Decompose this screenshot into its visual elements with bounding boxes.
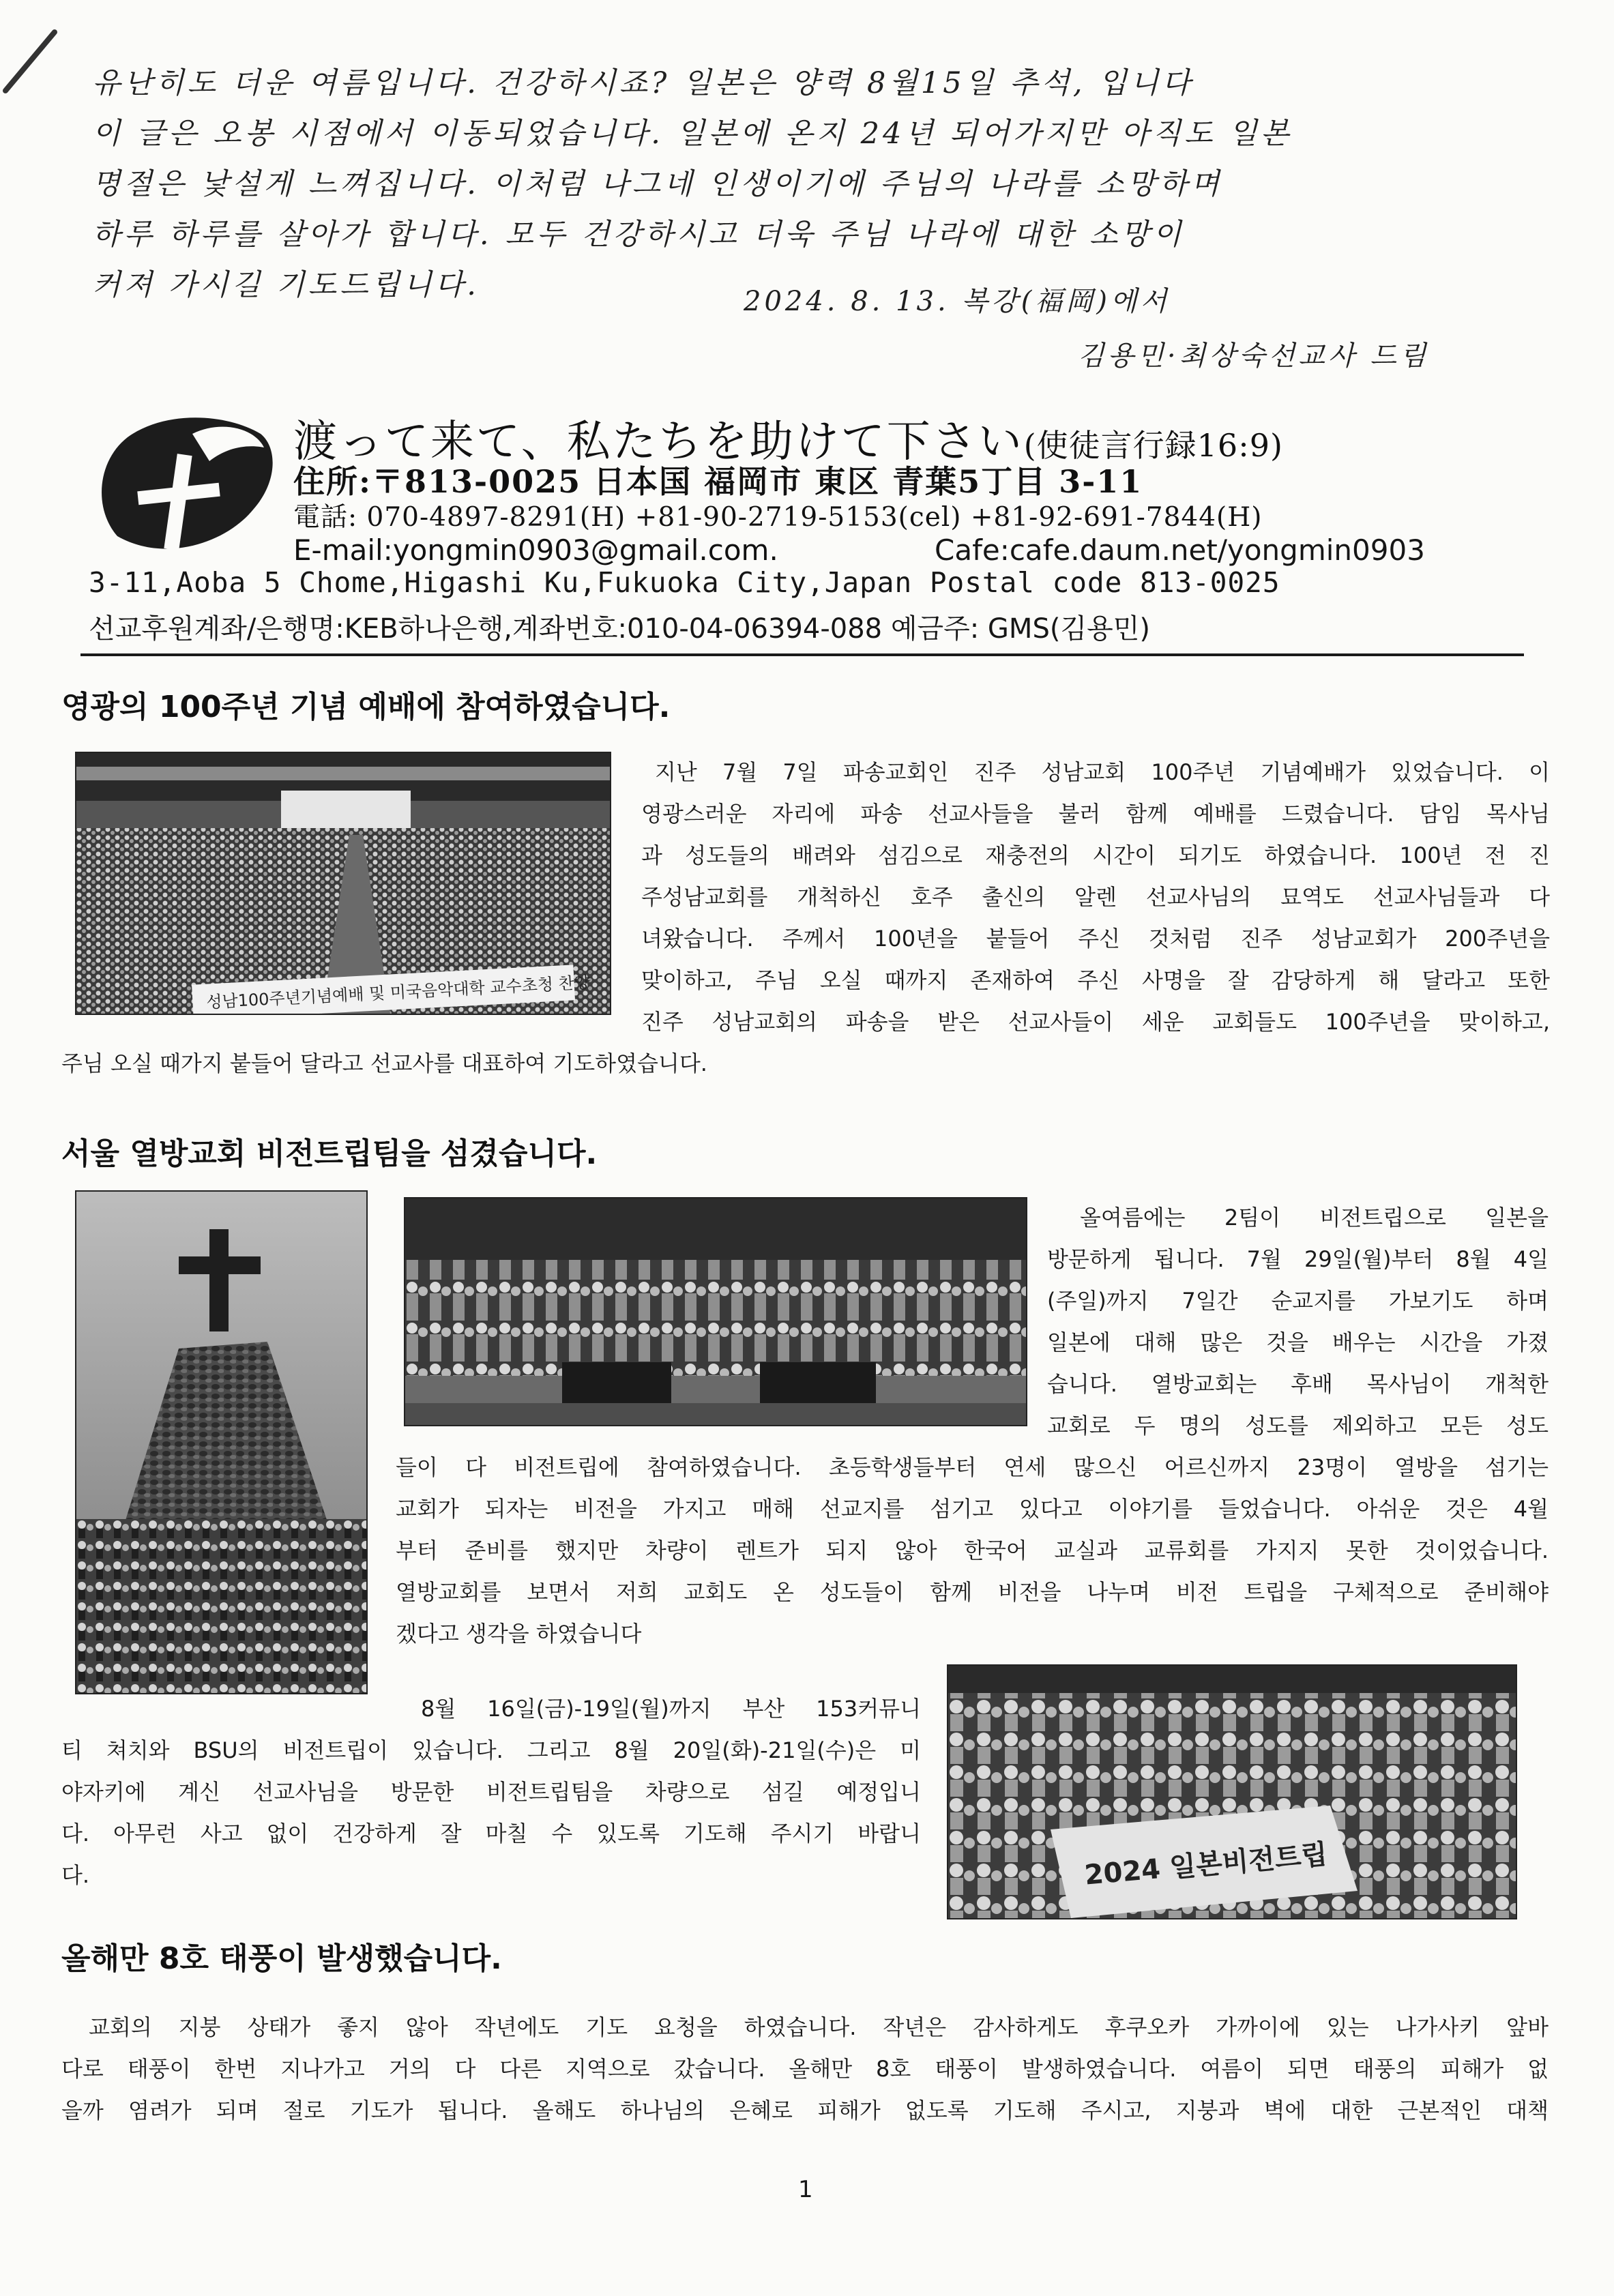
text-line: 다로 태풍이 한번 지나가고 거의 다 다른 지역으로 갔습니다. 올해만 8호 태풍이 발생하였습니다. 여름이 되면 태풍의 피해가 없 xyxy=(61,2056,1549,2082)
article2-body-wide xyxy=(396,1447,1549,1655)
note-signature: 김용민·최상숙선교사 드림 xyxy=(1078,340,1430,372)
text-line: 진주 성남교회의 파송을 받은 선교사들이 세운 교회들도 100주년을 맞이하고, xyxy=(641,1009,1550,1035)
article2-body-lower xyxy=(61,1688,921,1896)
text-line: 야자키에 계신 선교사님을 방문한 비전트립팀을 차량으로 섬길 예정입니 xyxy=(61,1779,921,1805)
photo-banner-caption: 성남100주년기념예배 및 미국음악대학 교수초청 찬양 xyxy=(205,973,591,1012)
note-line: 커져 가시길 기도드립니다. xyxy=(92,268,480,302)
article1-heading: 영광의 100주년 기념 예배에 참여하였습니다. xyxy=(61,690,671,724)
text-line: 8월 16일(금)-19일(월)까지 부산 153커뮤니 xyxy=(421,1696,921,1722)
text-line: 교회의 지붕 상태가 좋지 않아 작년에도 기도 요청을 하였습니다. 작년은 감사하게도 후쿠오카 가까이에 있는 나가사키 앞바 xyxy=(89,2014,1549,2040)
letterhead-cafe: Cafe:cafe.daum.net/yongmin0903 xyxy=(935,533,1425,567)
letterhead-email: E-mail:yongmin0903@gmail.com. xyxy=(293,533,778,567)
text-line: 겠다고 생각을 하였습니다 xyxy=(396,1621,642,1647)
text-line: 영광스러운 자리에 파송 선교사들을 불러 함께 예배를 드렸습니다. 담임 목사님 xyxy=(641,801,1550,827)
text-line: 티 쳐치와 BSU의 비전트립이 있습니다. 그리고 8월 20일(화)-21일(수)은 미 xyxy=(61,1737,921,1763)
article2-body-right xyxy=(1047,1197,1549,1447)
text-line: 을까 염려가 되며 절로 기도가 됩니다. 올해도 하나님의 은혜로 피해가 없도록 기도해 주시고, 지붕과 벽에 대한 근본적인 대책 xyxy=(61,2098,1549,2123)
letterhead-bank-account: 선교후원계좌/은행명:KEB하나은행,계좌번호:010-04-06394-088 예금주: GMS(김용민) xyxy=(89,613,1150,645)
article2-heading: 서울 열방교회 비전트립팀을 섬겼습니다. xyxy=(61,1136,598,1171)
text-line: 열방교회를 보면서 저희 교회도 온 성도들이 함께 비전을 나누며 비전 트립을 구체적으로 준비해야 xyxy=(396,1579,1549,1605)
article3-heading: 올해만 8호 태풍이 발생했습니다. xyxy=(61,1941,502,1976)
motto-reference: (使徒言行録16:9) xyxy=(1023,427,1283,464)
photo-banner-text: 2024 일본비전트립 xyxy=(1083,1838,1329,1892)
motto-text: 渡って来て、私たちを助けて下さい xyxy=(293,417,1024,467)
text-line: 방문하게 됩니다. 7월 29일(월)부터 8월 4일 xyxy=(1047,1246,1549,1272)
letterhead-divider xyxy=(80,653,1524,656)
text-line: 다. 아무런 사고 없이 건강하게 잘 마칠 수 있도록 기도해 주시기 바랍니 xyxy=(61,1821,921,1846)
article1-body-right xyxy=(641,752,1550,1043)
text-line: 교회가 되자는 비전을 가지고 매해 선교지를 섬기고 있다고 이야기를 들었습니다. 아쉬운 것은 4월 xyxy=(396,1496,1549,1522)
vision-trip-banner-photo xyxy=(947,1664,1517,1919)
text-line: 지난 7월 7일 파송교회인 진주 성남교회 100주년 기념예배가 있었습니다. 이 xyxy=(655,759,1550,785)
text-line: 맞이하고, 주님 오실 때까지 존재하여 주신 사명을 잘 감당하게 해 달라고 또한 xyxy=(641,967,1550,993)
pen-mark xyxy=(1,28,58,94)
letterhead-phone: 電話: 070-4897-8291(H) +81-90-2719-5153(cel) +81-92-691-7844(H) xyxy=(293,502,1263,533)
page-number: 1 xyxy=(798,2176,813,2203)
text-line: 교회로 두 명의 성도를 제외하고 모든 성도 xyxy=(1047,1413,1549,1439)
text-line: 녀왔습니다. 주께서 100년을 붙들어 주신 것처럼 진주 성남교회가 200주년을 xyxy=(641,926,1550,952)
note-line: 이 글은 오봉 시점에서 이동되었습니다. 일본에 온지 24년 되어가지만 아직도 일본 xyxy=(92,117,1293,151)
note-line: 유난히도 더운 여름입니다. 건강하시죠? 일본은 양력 8월15일 추석, 입니다 xyxy=(92,66,1194,100)
ministry-logo xyxy=(90,407,281,563)
text-line: 주성남교회를 개척하신 호주 출신의 알렌 선교사님의 묘역도 선교사님들과 다 xyxy=(641,884,1550,910)
vision-trip-group-photo xyxy=(404,1197,1027,1426)
church-anniversary-photo xyxy=(75,752,611,1015)
letterhead-address: 住所:〒813-0025 日本国 福岡市 東区 青葉5丁目 3-11 xyxy=(293,463,1143,500)
text-line: 습니다. 열방교회는 후배 목사님이 개척한 xyxy=(1047,1371,1549,1397)
note-line: 하루 하루를 살아가 합니다. 모두 건강하시고 더욱 주님 나라에 대한 소망이 xyxy=(92,218,1185,252)
article1-body-full xyxy=(61,1043,1549,1085)
text-line: 과 성도들의 배려와 섬김으로 재충전의 시간이 되기도 하였습니다. 100년 전 진 xyxy=(641,842,1550,868)
text-line: 주님 오실 때가지 붙들어 달라고 선교사를 대표하여 기도하였습니다. xyxy=(61,1050,707,1076)
text-line: 일본에 대해 많은 것을 배우는 시간을 가졌 xyxy=(1047,1329,1549,1355)
text-line: 부터 준비를 했지만 차량이 렌트가 되지 않아 한국어 교실과 교류회를 가지지 못한 것이었습니다. xyxy=(396,1537,1549,1563)
text-line: 올여름에는 2팀이 비전트립으로 일본을 xyxy=(1080,1205,1549,1231)
text-line: 들이 다 비전트립에 참여하였습니다. 초등학생들부터 연세 많으신 어르신까지 23명이 열방을 섬기는 xyxy=(396,1454,1549,1480)
text-line: 다. xyxy=(61,1862,90,1888)
letterhead-english-address: 3-11,Aoba 5 Chome,Higashi Ku,Fukuoka City,Japan Postal code 813-0025 xyxy=(89,566,1280,599)
cross-monument-photo xyxy=(75,1190,368,1694)
note-line: 명절은 낯설게 느껴집니다. 이처럼 나그네 인생이기에 주님의 나라를 소망하며 xyxy=(92,167,1223,201)
article3-body xyxy=(61,2007,1549,2132)
text-line: (주일)까지 7일간 순교지를 가보기도 하며 xyxy=(1047,1288,1549,1314)
note-date-place: 2024. 8. 13. 복강(福岡)에서 xyxy=(744,286,1171,317)
